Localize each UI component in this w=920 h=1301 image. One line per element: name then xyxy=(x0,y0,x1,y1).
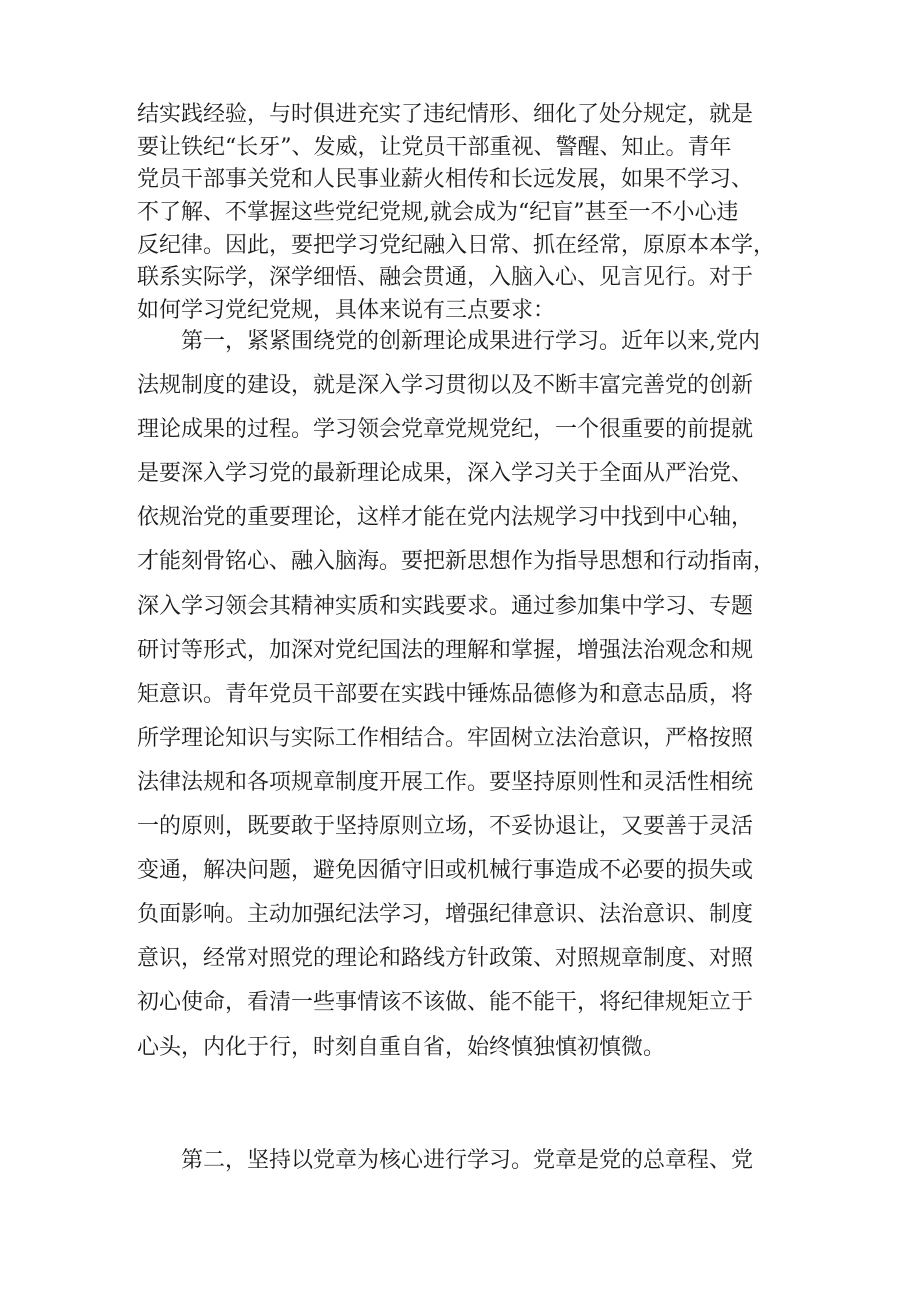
paragraph-first xyxy=(137,320,789,1070)
text-line: 反纪律。因此，要把学习党纪融入日常、抓在经常，原原本本学， xyxy=(137,232,776,258)
intro-paragraph xyxy=(137,99,789,328)
text-line: 要让铁纪“长牙”、发威，让党员干部重视、警醒、知止。青年 xyxy=(137,134,732,160)
text-line: 所学理论知识与实际工作相结合。牢固树立法治意识，严格按照 xyxy=(137,725,754,751)
text-line: 第二，坚持以党章为核心进行学习。党章是党的总章程、党 xyxy=(181,1148,754,1173)
text-line: 矩意识。青年党员干部要在实践中锤炼品德修为和意志品质，将 xyxy=(137,681,754,707)
text-line: 初心使命，看清一些事情该不该做、能不能干，将纪律规矩立于 xyxy=(137,990,754,1016)
text-line: 法律法规和各项规章制度开展工作。要坚持原则性和灵活性相统 xyxy=(137,769,754,795)
text-line: 意识，经常对照党的理论和路线方针政策、对照规章制度、对照 xyxy=(137,946,754,972)
text-line: 理论成果的过程。学习领会党章党规党纪，一个很重要的前提就 xyxy=(137,417,754,443)
text-line: 依规治党的重要理论，这样才能在党内法规学习中找到中心轴， xyxy=(137,505,754,531)
text-line: 法规制度的建设，就是深入学习贯彻以及不断丰富完善党的创新 xyxy=(137,373,754,399)
paragraph-second xyxy=(137,1139,789,1183)
text-line: 才能刻骨铭心、融入脑海。要把新思想作为指导思想和行动指南， xyxy=(137,549,776,575)
text-line: 是要深入学习党的最新理论成果，深入学习关于全面从严治党、 xyxy=(137,461,754,487)
text-line: 如何学习党纪党规，具体来说有三点要求： xyxy=(137,298,556,324)
text-line: 第一，紧紧围绕党的创新理论成果进行学习。近年以来,党内 xyxy=(181,329,760,354)
text-line: 党员干部事关党和人民事业薪火相传和长远发展，如果不学习、 xyxy=(137,167,754,193)
text-line: 研讨等形式，加深对党纪国法的理解和掌握，增强法治观念和规 xyxy=(137,637,754,663)
text-line: 联系实际学，深学细悟、融会贯通，入脑入心、见言见行。对于 xyxy=(137,265,754,291)
text-line: 变通，解决问题，避免因循守旧或机械行事造成不必要的损失或 xyxy=(137,858,754,884)
text-line: 负面影响。主动加强纪法学习，增强纪律意识、法治意识、制度 xyxy=(137,902,754,928)
text-line: 不了解、不掌握这些党纪党规,就会成为“纪盲”甚至一不小心违 xyxy=(137,200,739,226)
text-line: 深入学习领会其精神实质和实践要求。通过参加集中学习、专题 xyxy=(137,593,754,619)
text-line: 结实践经验，与时俱进充实了违纪情形、细化了处分规定，就是 xyxy=(137,102,754,127)
text-line: 心头，内化于行，时刻自重自省，始终慎独慎初慎微。 xyxy=(137,1034,666,1060)
text-line: 一的原则，既要敢于坚持原则立场，不妥协退让，又要善于灵活 xyxy=(137,814,754,840)
